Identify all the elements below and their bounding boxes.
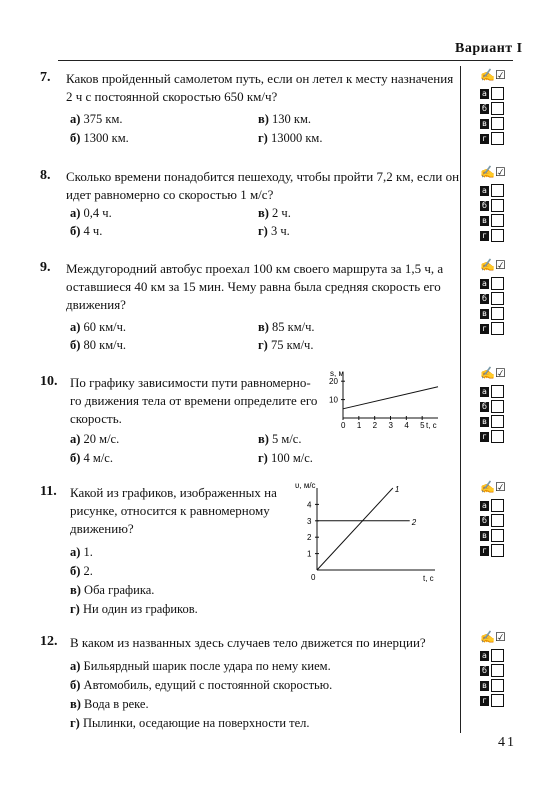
- pencil-check-icon: ✍☑: [480, 630, 506, 644]
- answer-letter: в: [480, 417, 489, 427]
- option-text: 375 км.: [83, 112, 123, 126]
- answer-letter: в: [480, 216, 489, 226]
- answer-checkbox[interactable]: [491, 385, 504, 398]
- answer-letter: а: [480, 186, 489, 196]
- answer-checkbox[interactable]: [491, 679, 504, 692]
- series-line-1: [317, 488, 393, 570]
- option-label: в): [258, 112, 269, 126]
- option-label: а): [70, 545, 81, 559]
- answer-letter: в: [480, 531, 489, 541]
- graph-path-vs-time: [318, 364, 458, 430]
- option-text: 13000 км.: [270, 131, 323, 145]
- answer-letter: а: [480, 89, 489, 99]
- question-text: го движения тела от времени определите его: [70, 393, 318, 408]
- question-text: В каком из названных здесь случаев тело движется по инерции?: [70, 635, 426, 650]
- header-rule: [58, 60, 513, 61]
- answer-checkbox[interactable]: [491, 277, 504, 290]
- question-number: 8.: [40, 168, 51, 183]
- x-axis-label: t, c: [423, 574, 434, 583]
- option-label: б): [70, 678, 81, 692]
- answer-block-11: [480, 480, 518, 559]
- option-text: 80 км/ч.: [83, 338, 127, 352]
- option-text: 20 м/с.: [83, 432, 120, 446]
- x-tick-label: 1: [356, 421, 362, 430]
- question-text: рисунке, относится к равномерному: [70, 503, 270, 518]
- question-text: Сколько времени понадобится пешеходу, чтобы пройти 7,2 км, если он: [66, 169, 460, 184]
- answer-letter: г: [480, 696, 489, 706]
- option-text: 0,4 ч.: [83, 206, 112, 220]
- answer-checkbox[interactable]: [491, 229, 504, 242]
- option-text: 130 км.: [272, 112, 312, 126]
- question-text: идет равномерно со скоростью 1 м/с?: [66, 187, 274, 202]
- question-number: 7.: [40, 70, 51, 85]
- answer-checkbox[interactable]: [491, 132, 504, 145]
- answer-letter: б: [480, 104, 489, 114]
- answer-letter: б: [480, 294, 489, 304]
- answer-checkbox[interactable]: [491, 400, 504, 413]
- pencil-check-icon: ✍☑: [480, 165, 506, 179]
- answer-letter: г: [480, 546, 489, 556]
- y-tick-label: 2: [307, 533, 312, 543]
- answer-letter: б: [480, 666, 489, 676]
- x-tick-label: 0: [311, 573, 316, 582]
- option-label: б): [70, 338, 81, 352]
- y-tick-label: 3: [307, 516, 312, 526]
- y-tick-label: 1: [307, 549, 312, 559]
- question-number: 9.: [40, 260, 51, 275]
- option-label: г): [70, 602, 80, 616]
- answer-checkbox[interactable]: [491, 664, 504, 677]
- answer-checkbox[interactable]: [491, 544, 504, 557]
- pencil-check-icon: ✍☑: [480, 258, 506, 272]
- pencil-check-icon: ✍☑: [480, 480, 506, 494]
- answer-letter: г: [480, 324, 489, 334]
- x-tick-label: 4: [404, 421, 409, 430]
- graph-velocity-vs-time: [295, 478, 445, 586]
- question-text: 2 ч с постоянной скоростью 650 км/ч?: [66, 89, 278, 104]
- answer-letter: г: [480, 432, 489, 442]
- question-text: оставшиеся 40 км за 15 мин. Чему равна была средняя скорость его: [66, 279, 441, 294]
- page-number: 41: [498, 735, 516, 750]
- answer-checkbox[interactable]: [491, 199, 504, 212]
- question-text: скорость.: [70, 411, 122, 426]
- option-label: а): [70, 112, 81, 126]
- answer-checkbox[interactable]: [491, 649, 504, 662]
- option-label: а): [70, 320, 81, 334]
- option-label: б): [70, 564, 81, 578]
- option-label: в): [258, 432, 269, 446]
- x-tick-label: 5: [420, 421, 425, 430]
- answer-block-9: [480, 258, 518, 337]
- option-text: 60 км/ч.: [83, 320, 127, 334]
- question-text: движению?: [70, 521, 134, 536]
- option-text: 2 ч.: [272, 206, 291, 220]
- series-label: 2: [411, 517, 417, 527]
- answer-checkbox[interactable]: [491, 87, 504, 100]
- answer-letter: б: [480, 201, 489, 211]
- answer-letter: в: [480, 309, 489, 319]
- option-text: Ни один из графиков.: [82, 602, 198, 616]
- option-text: Бильярдный шарик после удара по нему кием.: [83, 659, 331, 673]
- answer-checkbox[interactable]: [491, 292, 504, 305]
- option-text: 3 ч.: [270, 224, 290, 238]
- option-text: Пылинки, оседающие на поверхности тел.: [82, 716, 310, 730]
- option-label: г): [258, 451, 268, 465]
- y-tick-label: 10: [329, 395, 338, 405]
- question-text: движения?: [66, 297, 126, 312]
- answer-block-8: [480, 165, 518, 244]
- answer-letter: а: [480, 387, 489, 397]
- answer-checkbox[interactable]: [491, 214, 504, 227]
- option-text: Автомобиль, едущий с постоянной скоростью.: [83, 678, 333, 692]
- option-text: 75 км/ч.: [270, 338, 314, 352]
- option-label: а): [70, 432, 81, 446]
- answer-checkbox[interactable]: [491, 694, 504, 707]
- answer-checkbox[interactable]: [491, 430, 504, 443]
- answer-letter: а: [480, 279, 489, 289]
- answer-checkbox[interactable]: [491, 184, 504, 197]
- answer-letter: г: [480, 134, 489, 144]
- answer-letter: г: [480, 231, 489, 241]
- series-line: [343, 387, 438, 409]
- answer-checkbox[interactable]: [491, 415, 504, 428]
- option-label: в): [70, 583, 81, 597]
- option-label: в): [258, 206, 269, 220]
- x-tick-label: 3: [388, 421, 393, 430]
- option-text: Вода в реке.: [84, 697, 149, 711]
- variant-title: Вариант I: [455, 41, 523, 56]
- option-label: г): [258, 224, 268, 238]
- question-number: 12.: [40, 634, 58, 649]
- answer-checkbox[interactable]: [491, 322, 504, 335]
- option-label: г): [258, 131, 268, 145]
- option-label: б): [70, 224, 81, 238]
- answer-checkbox[interactable]: [491, 307, 504, 320]
- option-label: в): [258, 320, 269, 334]
- y-axis-label: s, м: [330, 369, 344, 378]
- answer-letter: в: [480, 119, 489, 129]
- question-number: 10.: [40, 374, 58, 389]
- x-tick-label: 0: [341, 421, 346, 430]
- y-tick-label: 4: [307, 500, 312, 510]
- answer-checkbox[interactable]: [491, 514, 504, 527]
- series-label: 1: [394, 485, 400, 494]
- option-text: 1300 км.: [83, 131, 129, 145]
- answer-letter: а: [480, 651, 489, 661]
- answer-block-12: [480, 630, 518, 709]
- option-text: 100 м/с.: [270, 451, 313, 465]
- option-label: б): [70, 131, 81, 145]
- question-text: Междугородний автобус проехал 100 км своего маршрута за 1,5 ч, а: [66, 261, 444, 276]
- answer-block-10: [480, 366, 518, 445]
- question-text: По графику зависимости пути равномерно-: [70, 375, 311, 390]
- x-axis-label: t, c: [426, 421, 437, 430]
- option-text: 4 ч.: [83, 224, 103, 238]
- question-text: Каков пройденный самолетом путь, если он летел к месту назначения: [66, 71, 454, 86]
- option-label: г): [258, 338, 268, 352]
- pencil-check-icon: ✍☑: [480, 68, 506, 82]
- answer-column-divider: [460, 66, 461, 733]
- question-number: 11.: [40, 484, 57, 499]
- option-text: Оба графика.: [84, 583, 155, 597]
- question-text: Какой из графиков, изображенных на: [70, 485, 277, 500]
- answer-letter: в: [480, 681, 489, 691]
- y-tick-label: 20: [329, 377, 338, 387]
- answer-checkbox[interactable]: [491, 117, 504, 130]
- answer-letter: б: [480, 516, 489, 526]
- answer-block-7: [480, 68, 518, 147]
- option-text: 85 км/ч.: [272, 320, 315, 334]
- x-tick-label: 2: [372, 421, 378, 430]
- y-axis-label: υ, м/с: [295, 481, 316, 490]
- answer-checkbox[interactable]: [491, 102, 504, 115]
- option-label: в): [70, 697, 81, 711]
- option-text: 5 м/с.: [272, 432, 302, 446]
- option-label: а): [70, 659, 81, 673]
- answer-letter: б: [480, 402, 489, 412]
- option-text: 2.: [83, 564, 93, 578]
- answer-letter: а: [480, 501, 489, 511]
- answer-checkbox[interactable]: [491, 499, 504, 512]
- option-text: 1.: [83, 545, 93, 559]
- answer-checkbox[interactable]: [491, 529, 504, 542]
- option-label: г): [70, 716, 80, 730]
- option-label: а): [70, 206, 81, 220]
- pencil-check-icon: ✍☑: [480, 366, 506, 380]
- option-text: 4 м/с.: [83, 451, 113, 465]
- option-label: б): [70, 451, 81, 465]
